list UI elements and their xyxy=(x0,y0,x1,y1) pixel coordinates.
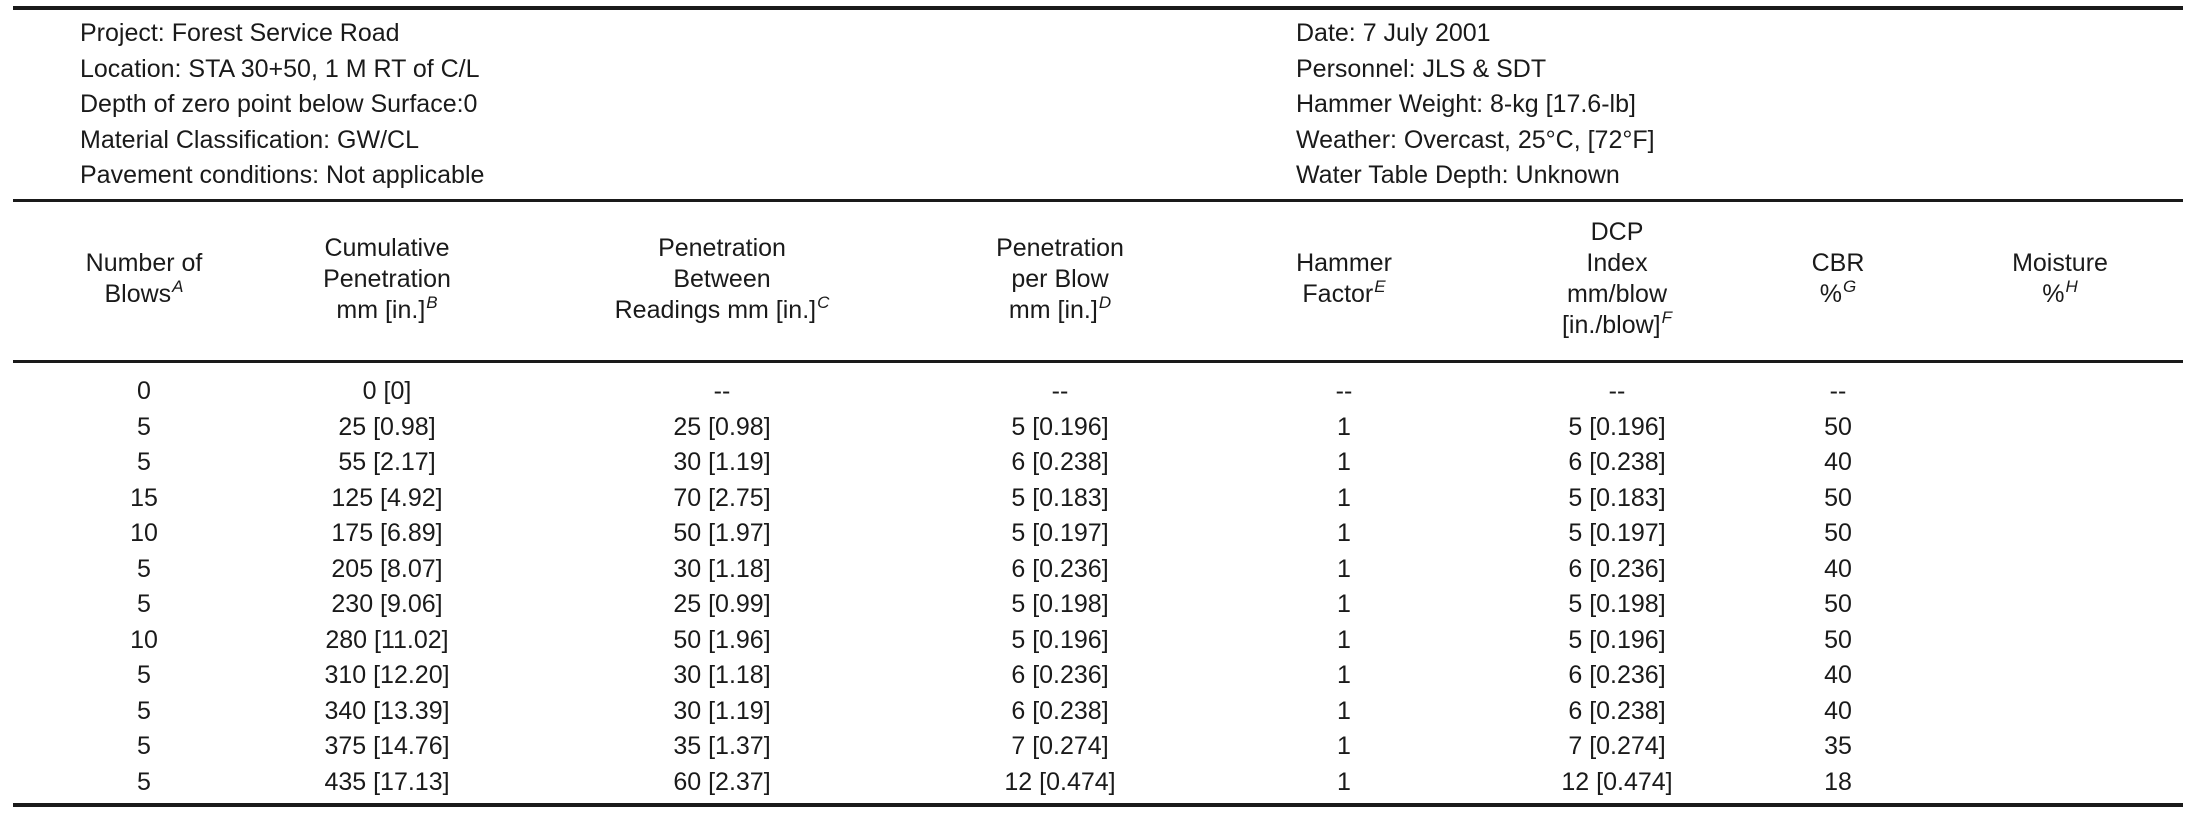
cell-number-of-blows: 0 xyxy=(137,377,151,405)
table-row xyxy=(0,374,2188,410)
table-row xyxy=(0,516,2188,552)
cell-dcp-index: 6 [0.238] xyxy=(1568,448,1666,476)
table-row xyxy=(0,445,2188,481)
cell-penetration-per-blow: 6 [0.236] xyxy=(1011,661,1109,689)
col-header-number-of-blows xyxy=(86,248,203,310)
footnote-marker: H xyxy=(2065,277,2078,296)
col-header-dcp-index xyxy=(1562,217,1672,341)
cell-cumulative-penetration: 435 [17.13] xyxy=(324,767,450,796)
meta-date: Date: 7 July 2001 xyxy=(1296,19,1491,47)
header-line: per Blow xyxy=(1011,265,1109,293)
cell-penetration-between-readings: 30 [1.19] xyxy=(673,448,771,476)
cell-dcp-index: -- xyxy=(1608,377,1626,405)
metadata-right xyxy=(1296,16,1655,194)
header-line: Penetration xyxy=(323,265,451,293)
cell-cumulative-penetration: 230 [9.06] xyxy=(331,590,443,618)
header-text: % xyxy=(1819,280,1842,308)
cell-number-of-blows: 15 xyxy=(130,483,158,512)
cell-dcp-index: 6 [0.236] xyxy=(1568,661,1666,689)
cell-hammer-factor: 1 xyxy=(1337,554,1351,583)
meta-project: Project: Forest Service Road xyxy=(80,19,400,47)
cell-hammer-factor: -- xyxy=(1335,377,1353,405)
header-line: DCP xyxy=(1590,218,1644,246)
footnote-marker: B xyxy=(426,293,438,312)
cell-hammer-factor: 1 xyxy=(1337,696,1351,725)
meta-personnel: Personnel: JLS & SDT xyxy=(1296,54,1547,83)
cell-dcp-index: 12 [0.474] xyxy=(1561,767,1673,796)
meta-material-classification: Material Classification: GW/CL xyxy=(80,125,419,154)
header-line: Index xyxy=(1586,249,1648,277)
cell-penetration-per-blow: 12 [0.474] xyxy=(1004,767,1116,796)
metadata-left xyxy=(80,16,484,194)
cell-penetration-per-blow: 6 [0.238] xyxy=(1011,696,1109,725)
header-line xyxy=(996,295,1124,326)
cell-number-of-blows: 5 xyxy=(137,661,151,689)
cell-number-of-blows: 5 xyxy=(137,732,151,760)
cell-dcp-index: 5 [0.197] xyxy=(1568,519,1666,547)
cell-dcp-index: 6 [0.238] xyxy=(1568,696,1666,725)
cell-penetration-between-readings: 50 [1.97] xyxy=(673,519,771,547)
table-row xyxy=(0,481,2188,517)
cell-penetration-between-readings: 70 [2.75] xyxy=(673,483,771,512)
meta-weather: Weather: Overcast, 25°C, [72°F] xyxy=(1296,125,1655,154)
cell-number-of-blows: 10 xyxy=(130,519,158,547)
cell-number-of-blows: 5 xyxy=(137,696,151,725)
cell-number-of-blows: 5 xyxy=(137,554,151,583)
cell-penetration-per-blow: 5 [0.196] xyxy=(1011,412,1109,441)
footnote-marker: C xyxy=(817,293,830,312)
cell-cbr: 50 xyxy=(1824,519,1852,547)
header-line: Between xyxy=(673,265,771,293)
cell-cumulative-penetration: 375 [14.76] xyxy=(324,732,450,760)
header-line xyxy=(1562,310,1672,341)
cell-number-of-blows: 10 xyxy=(130,625,158,654)
header-line: Moisture xyxy=(2012,249,2108,277)
table-row xyxy=(0,587,2188,623)
cell-number-of-blows: 5 xyxy=(137,448,151,476)
header-line: Cumulative xyxy=(324,234,450,262)
cell-penetration-per-blow: 6 [0.238] xyxy=(1011,448,1109,476)
cell-penetration-between-readings: 30 [1.18] xyxy=(673,554,771,583)
col-header-moisture xyxy=(2012,248,2108,310)
cell-hammer-factor: 1 xyxy=(1337,661,1351,689)
cell-hammer-factor: 1 xyxy=(1337,412,1351,441)
meta-water-table-depth: Water Table Depth: Unknown xyxy=(1296,161,1620,189)
header-text: mm [in.] xyxy=(336,296,426,324)
cell-cbr: 50 xyxy=(1824,625,1852,654)
cell-penetration-between-readings: 25 [0.99] xyxy=(673,590,771,618)
cell-cbr: 40 xyxy=(1824,448,1852,476)
header-line: Penetration xyxy=(996,234,1124,262)
cell-cumulative-penetration: 25 [0.98] xyxy=(338,412,436,441)
cell-hammer-factor: 1 xyxy=(1337,519,1351,547)
cell-cbr: 40 xyxy=(1824,661,1852,689)
cell-hammer-factor: 1 xyxy=(1337,448,1351,476)
cell-dcp-index: 5 [0.198] xyxy=(1568,590,1666,618)
table-row xyxy=(0,552,2188,588)
cell-dcp-index: 5 [0.196] xyxy=(1568,412,1666,441)
header-text: Factor xyxy=(1302,280,1374,308)
cell-cbr: 40 xyxy=(1824,696,1852,725)
cell-dcp-index: 7 [0.274] xyxy=(1568,732,1666,760)
cell-penetration-per-blow: 5 [0.197] xyxy=(1011,519,1109,547)
cell-cumulative-penetration: 205 [8.07] xyxy=(331,554,443,583)
cell-cbr: 35 xyxy=(1824,732,1852,760)
cell-cumulative-penetration: 55 [2.17] xyxy=(338,448,436,476)
cell-cumulative-penetration: 175 [6.89] xyxy=(331,519,443,547)
header-line: CBR xyxy=(1811,249,1865,277)
cell-cbr: 50 xyxy=(1824,483,1852,512)
cell-penetration-between-readings: -- xyxy=(713,377,731,405)
cell-cbr: 18 xyxy=(1824,767,1852,796)
cell-dcp-index: 5 [0.183] xyxy=(1568,483,1666,512)
top-rule xyxy=(13,6,2183,10)
cell-cbr: 50 xyxy=(1824,590,1852,618)
cell-penetration-per-blow: 5 [0.183] xyxy=(1011,483,1109,512)
table-body xyxy=(0,374,2188,800)
cell-penetration-per-blow: -- xyxy=(1051,377,1069,405)
cell-cumulative-penetration: 310 [12.20] xyxy=(324,661,450,689)
header-text: mm [in.] xyxy=(1008,296,1098,324)
header-line xyxy=(615,295,830,326)
meta-pavement-conditions: Pavement conditions: Not applicable xyxy=(80,161,485,189)
cell-penetration-between-readings: 35 [1.37] xyxy=(673,732,771,760)
header-text: Readings mm [in.] xyxy=(614,296,817,324)
meta-location: Location: STA 30+50, 1 M RT of C/L xyxy=(80,54,480,83)
cell-hammer-factor: 1 xyxy=(1337,483,1351,512)
header-divider-rule xyxy=(13,360,2183,363)
table-row xyxy=(0,410,2188,446)
header-line: Penetration xyxy=(658,234,786,262)
cell-cbr: 50 xyxy=(1824,412,1852,441)
header-line: Hammer xyxy=(1296,249,1392,277)
cell-cbr: -- xyxy=(1829,377,1847,405)
bottom-rule xyxy=(13,803,2183,807)
table-row xyxy=(0,658,2188,694)
cell-cbr: 40 xyxy=(1824,554,1852,583)
header-line xyxy=(1812,279,1865,310)
cell-hammer-factor: 1 xyxy=(1337,625,1351,654)
meta-depth-zero-point: Depth of zero point below Surface:0 xyxy=(80,90,478,118)
cell-penetration-between-readings: 30 [1.18] xyxy=(673,661,771,689)
cell-penetration-between-readings: 50 [1.96] xyxy=(673,625,771,654)
footnote-marker: F xyxy=(1661,308,1673,327)
cell-cumulative-penetration: 280 [11.02] xyxy=(325,625,449,654)
header-line: mm/blow xyxy=(1566,280,1667,308)
cell-dcp-index: 6 [0.236] xyxy=(1568,554,1666,583)
col-header-cbr xyxy=(1812,248,1865,310)
header-line xyxy=(1296,279,1392,310)
header-text: Blows xyxy=(104,280,172,308)
cell-penetration-between-readings: 60 [2.37] xyxy=(673,767,771,796)
meta-hammer-weight: Hammer Weight: 8-kg [17.6-lb] xyxy=(1296,90,1636,118)
cell-hammer-factor: 1 xyxy=(1337,590,1351,618)
cell-number-of-blows: 5 xyxy=(137,412,151,441)
cell-cumulative-penetration: 340 [13.39] xyxy=(324,696,450,725)
header-text: % xyxy=(2042,280,2065,308)
col-header-penetration-between-readings xyxy=(615,233,830,326)
cell-dcp-index: 5 [0.196] xyxy=(1568,625,1666,654)
cell-penetration-per-blow: 7 [0.274] xyxy=(1011,732,1109,760)
cell-number-of-blows: 5 xyxy=(137,767,151,796)
cell-number-of-blows: 5 xyxy=(137,590,151,618)
table-row xyxy=(0,729,2188,765)
table-row xyxy=(0,694,2188,730)
cell-hammer-factor: 1 xyxy=(1337,767,1351,796)
col-header-cumulative-penetration xyxy=(323,233,451,326)
header-line: Number of xyxy=(85,249,203,277)
footnote-marker: A xyxy=(172,277,184,296)
header-line xyxy=(2012,279,2108,310)
cell-penetration-between-readings: 30 [1.19] xyxy=(673,696,771,725)
col-header-hammer-factor xyxy=(1296,248,1392,310)
col-header-penetration-per-blow xyxy=(996,233,1124,326)
cell-penetration-per-blow: 5 [0.196] xyxy=(1011,625,1109,654)
footnote-marker: E xyxy=(1374,277,1386,296)
header-line xyxy=(86,279,203,310)
cell-cumulative-penetration: 125 [4.92] xyxy=(331,483,443,512)
cell-cumulative-penetration: 0 [0] xyxy=(362,377,412,405)
footnote-marker: G xyxy=(1842,277,1857,296)
header-text: [in./blow] xyxy=(1561,311,1661,339)
footnote-marker: D xyxy=(1098,293,1112,312)
cell-hammer-factor: 1 xyxy=(1337,732,1351,760)
cell-penetration-per-blow: 5 [0.198] xyxy=(1011,590,1109,618)
cell-penetration-per-blow: 6 [0.236] xyxy=(1011,554,1109,583)
cell-penetration-between-readings: 25 [0.98] xyxy=(673,412,771,441)
table-row xyxy=(0,623,2188,659)
table-row xyxy=(0,765,2188,801)
metadata-divider-rule xyxy=(13,199,2183,202)
header-line xyxy=(323,295,451,326)
